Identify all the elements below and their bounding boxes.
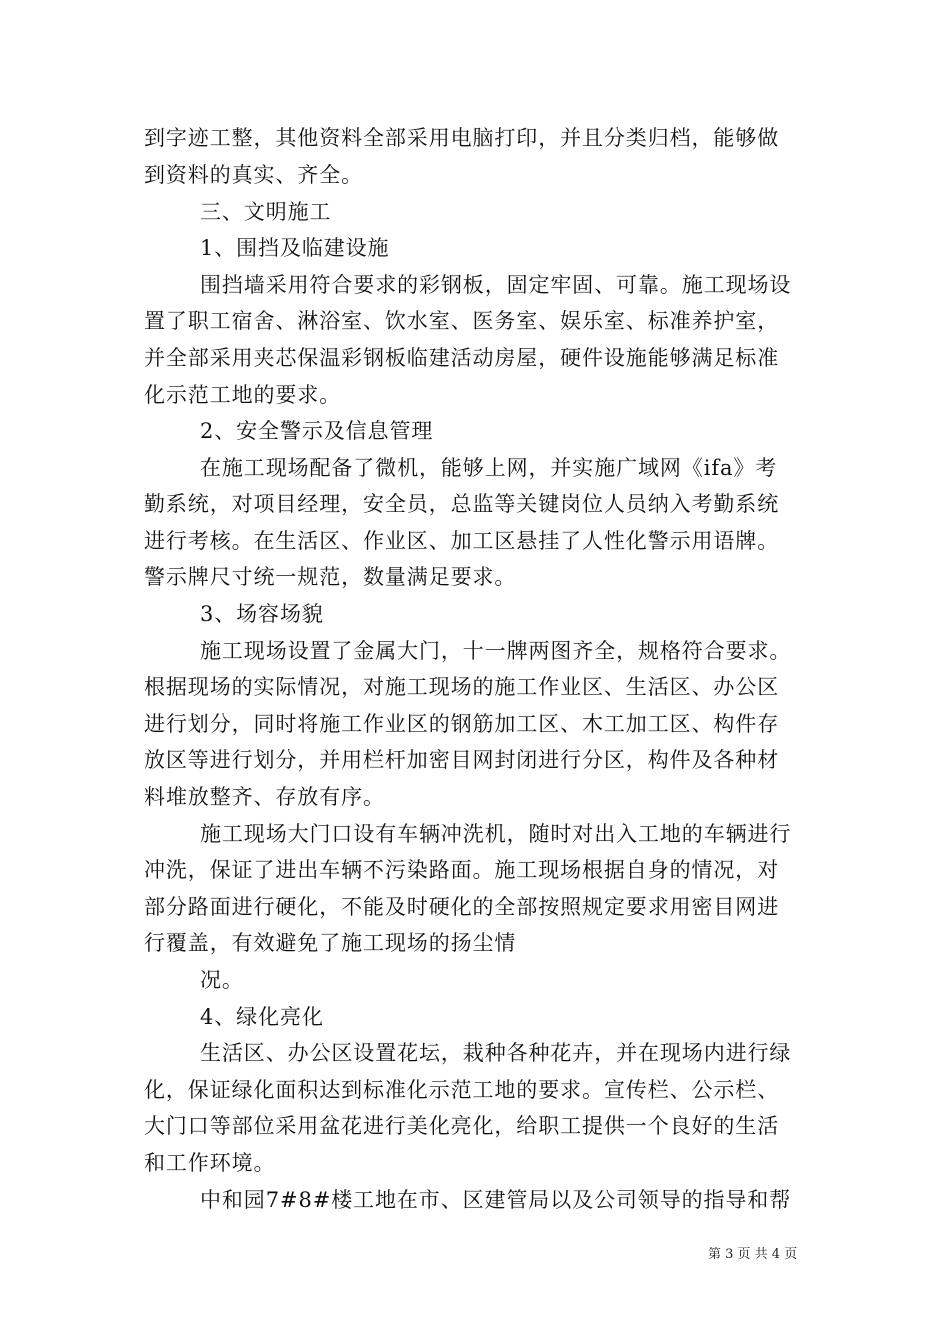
body-text-line: 放区等进行划分，并用栏杆加密目网封闭进行分区，构件及各种材 [144, 748, 780, 772]
body-text-line: 化示范工地的要求。 [144, 383, 342, 407]
body-text-line: 到资料的真实、齐全。 [144, 163, 363, 187]
page-number-footer: 第 3 页 共 4 页 [708, 1247, 798, 1262]
body-text-line: 料堆放整齐、存放有序。 [144, 785, 385, 809]
subsection-heading: 3、场容场貌 [200, 602, 324, 626]
body-text-line: 冲洗，保证了进出车辆不污染路面。施工现场根据自身的情况，对 [144, 858, 780, 882]
body-text-line: 并全部采用夹芯保温彩钢板临建活动房屋，硬件设施能够满足标准 [144, 346, 780, 370]
subsection-heading: 4、绿化亮化 [200, 1005, 324, 1029]
body-text-line: 化，保证绿化面积达到标准化示范工地的要求。宣传栏、公示栏、 [144, 1078, 780, 1102]
body-text-line: 根据现场的实际情况，对施工现场的施工作业区、生活区、办公区 [144, 675, 780, 699]
body-text-line: 在施工现场配备了微机，能够上网，并实施广域网《ifa》考 [200, 456, 778, 480]
subsection-heading: 1、围挡及临建设施 [200, 236, 390, 260]
body-text-line: 大门口等部位采用盆花进行美化亮化，给职工提供一个良好的生活 [144, 1114, 780, 1138]
body-text-line: 进行划分，同时将施工作业区的钢筋加工区、木工加工区、构件存 [144, 712, 780, 736]
body-text-line: 况。 [200, 968, 244, 992]
body-text-line: 进行考核。在生活区、作业区、加工区悬挂了人性化警示用语牌。 [144, 529, 780, 553]
body-text-line: 到字迹工整，其他资料全部采用电脑打印，并且分类归档，能够做 [144, 126, 780, 150]
body-text-line: 中和园7#8#楼工地在市、区建管局以及公司领导的指导和帮 [200, 1188, 792, 1212]
body-text-line: 勤系统，对项目经理，安全员，总监等关键岗位人员纳入考勤系统 [144, 492, 780, 516]
body-text-line: 施工现场设置了金属大门，十一牌两图齐全，规格符合要求。 [200, 639, 792, 663]
section-heading: 三、文明施工 [200, 200, 332, 224]
body-text-line: 行覆盖，有效避免了施工现场的扬尘情 [144, 931, 517, 955]
body-text-line: 警示牌尺寸统一规范，数量满足要求。 [144, 565, 517, 589]
body-text-line: 置了职工宿舍、淋浴室、饮水室、医务室、娱乐室、标准养护室， [144, 309, 780, 333]
subsection-heading: 2、安全警示及信息管理 [200, 419, 434, 443]
body-text-line: 围挡墙采用符合要求的彩钢板，固定牢固、可靠。施工现场设 [200, 273, 792, 297]
body-text-line: 生活区、办公区设置花坛，栽种各种花卉，并在现场内进行绿 [200, 1041, 792, 1065]
body-text-line: 施工现场大门口设有车辆冲洗机，随时对出入工地的车辆进行 [200, 822, 792, 846]
body-text-line: 和工作环境。 [144, 1151, 276, 1175]
body-text-line: 部分路面进行硬化，不能及时硬化的全部按照规定要求用密目网进 [144, 895, 780, 919]
